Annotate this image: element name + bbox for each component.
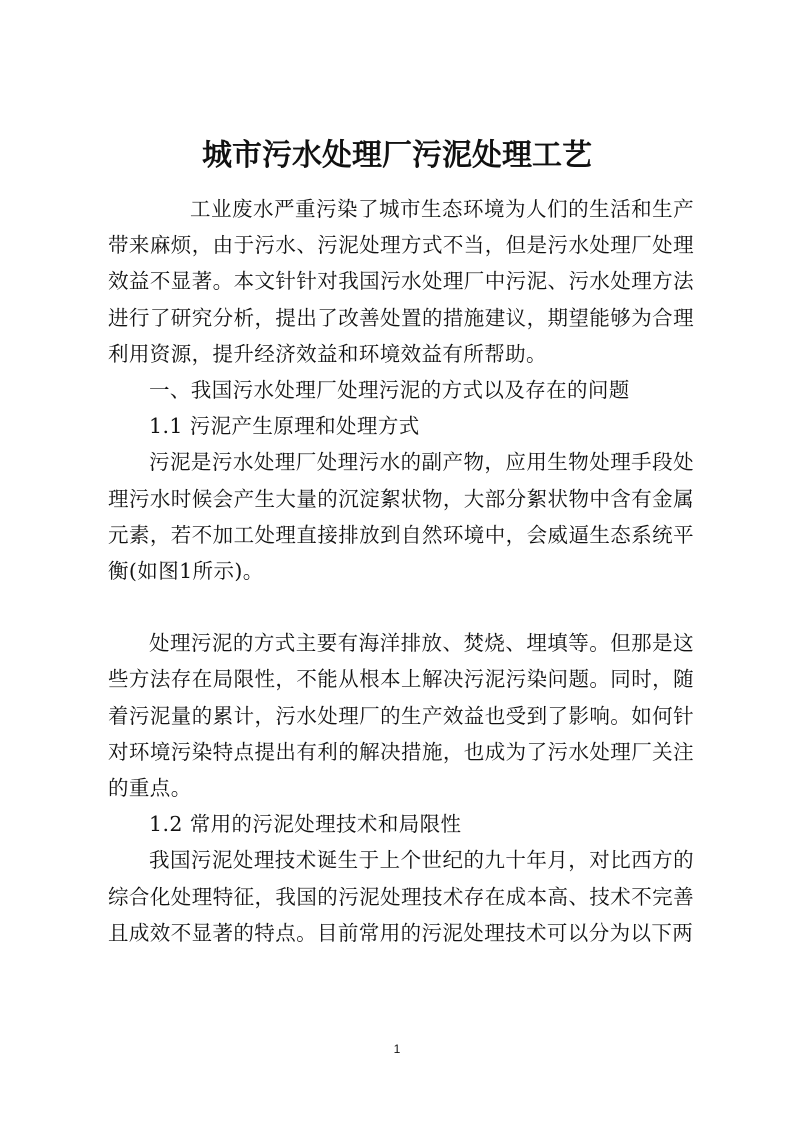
abstract-paragraph: 工业废水严重污染了城市生态环境为人们的生活和生产带来麻烦，由于污水、污泥处理方式不当，但是污水处理厂处理效益不显著。本文针针对我国污水处理厂中污泥、污水处理方法进行了研究分析，提出了改善处置的措施建议，期望能够为合理利用资源，提升经济效益和环境效益有所帮助。: [108, 197, 694, 366]
document-title: 城市污水处理厂污泥处理工艺: [202, 138, 592, 173]
subsection-heading-1-2: 1.2 常用的污泥处理技术和局限性: [149, 812, 462, 837]
page-number: 1: [393, 1042, 401, 1056]
body-paragraph: 我国污泥处理技术诞生于上个世纪的九十年月，对比西方的综合化处理特征，我国的污泥处理技术存在成本高、技术不完善且成效不显著的特点。目前常用的污泥处理技术可以分为以下两: [108, 848, 694, 945]
document-body: [108, 191, 694, 951]
body-paragraph: 处理污泥的方式主要有海洋排放、焚烧、埋填等。但那是这些方法存在局限性，不能从根本上解决污泥污染问题。同时，随着污泥量的累计，污水处理厂的生产效益也受到了影响。如何针对环境污染特点提出有利的解决措施，也成为了污水处理厂关注的重点。: [108, 631, 694, 801]
section-heading-1: 一、我国污水处理厂处理污泥的方式以及存在的问题: [149, 378, 630, 403]
body-paragraph: 污泥是污水处理厂处理污水的副产物，应用生物处理手段处理污水时候会产生大量的沉淀絮状物，大部分絮状物中含有金属元素，若不加工处理直接排放到自然环境中，会威逼生态系统平衡(如图1所示)。: [108, 450, 694, 584]
figure-gap: [108, 589, 694, 625]
subsection-heading-1-1: 1.1 污泥产生原理和处理方式: [149, 414, 420, 439]
